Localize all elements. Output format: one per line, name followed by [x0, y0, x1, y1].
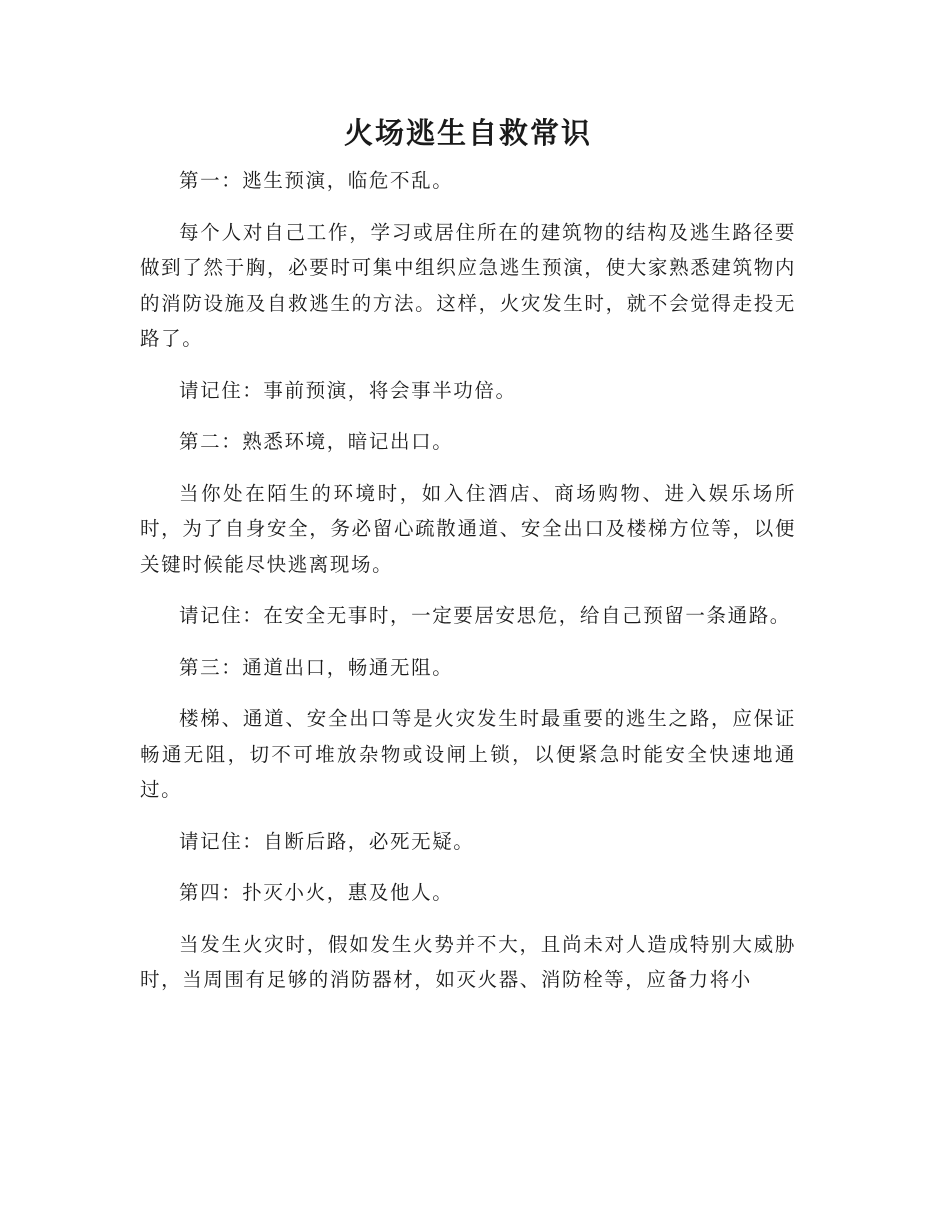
- paragraph: 当你处在陌生的环境时，如入住酒店、商场购物、进入娱乐场所时，为了自身安全，务必留心疏散通道、安全出口及楼梯方位等，以便关键时候能尽快逃离现场。: [140, 481, 796, 576]
- section-heading-1: 第一：逃生预演，临危不乱。: [179, 169, 454, 192]
- document-page: [140, 108, 796, 1014]
- paragraph: 当发生火灾时，假如发生火势并不大，且尚未对人造成特别大威胁时，当周围有足够的消防器材，如灭火器、消防栓等，应备力将小: [140, 932, 796, 991]
- document-title: 火场逃生自救常识: [343, 116, 592, 150]
- section-heading-4: 第四：扑灭小火，惠及他人。: [179, 881, 454, 904]
- section-heading-3: 第三：通道出口，畅通无阻。: [179, 655, 454, 679]
- paragraph: 楼梯、通道、安全出口等是火灾发生时最重要的逃生之路，应保证畅通无阻，切不可堆放杂物或设闸上锁，以便紧急时能安全快速地通过。: [140, 707, 796, 801]
- paragraph: 每个人对自己工作，学习或居住所在的建筑物的结构及逃生路径要做到了然于胸，必要时可集中组织应急逃生预演，使大家熟悉建筑物内的消防设施及自救逃生的方法。这样，火灾发生时，就不会觉得走投无路了。: [140, 220, 796, 350]
- reminder-note: 请记住：在安全无事时，一定要居安思危，给自己预留一条通路。: [179, 604, 791, 627]
- section-heading-2: 第二：熟悉环境，暗记出口。: [179, 430, 454, 453]
- reminder-note: 请记住：自断后路，必死无疑。: [179, 829, 475, 853]
- reminder-note: 请记住：事前预演，将会事半功倍。: [179, 378, 517, 402]
